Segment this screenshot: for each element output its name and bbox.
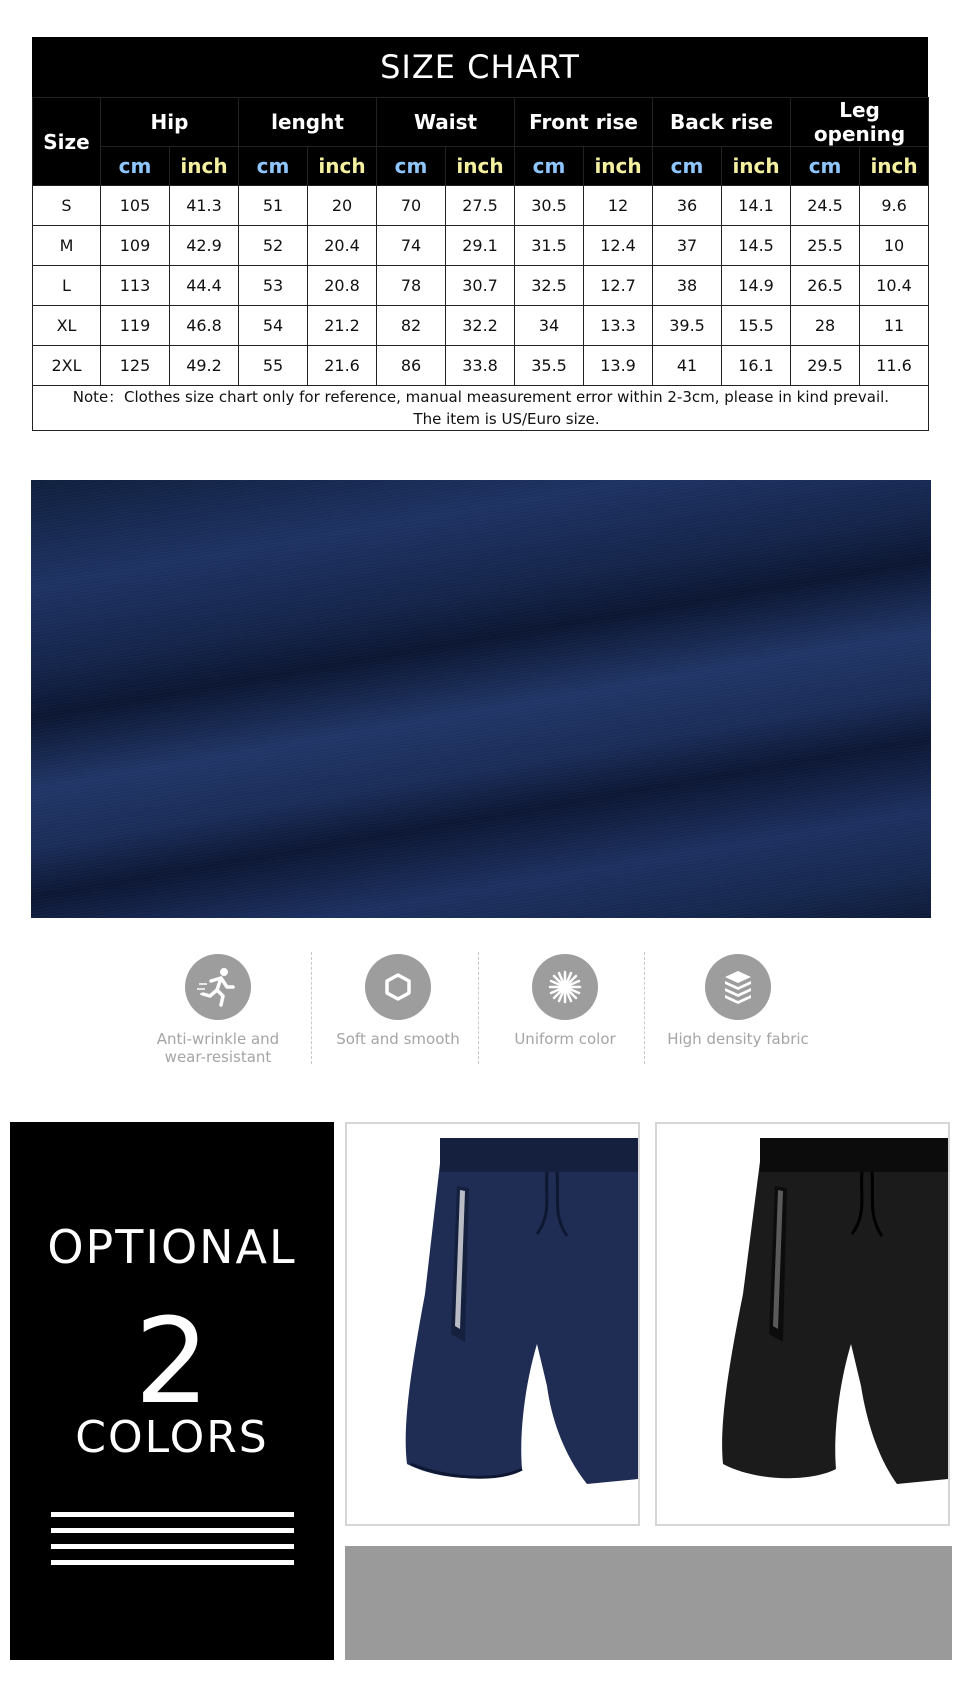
table-cell: 27.5 [446, 186, 515, 226]
table-cell: 41 [653, 346, 722, 386]
feature-uniform-color [495, 954, 635, 1048]
table-cell: 28 [791, 306, 860, 346]
size-cell: XL [33, 306, 101, 346]
feature-label-line2: wear-resistant [164, 1048, 272, 1066]
table-cell: 26.5 [791, 266, 860, 306]
divider [644, 952, 645, 1064]
table-cell: 74 [377, 226, 446, 266]
feature-label-line1: Anti-wrinkle and [156, 1030, 280, 1048]
unit-inch: inch [308, 147, 377, 186]
table-cell: 53 [239, 266, 308, 306]
table-cell: 34 [515, 306, 584, 346]
table-cell: 44.4 [170, 266, 239, 306]
table-cell: 29.5 [791, 346, 860, 386]
unit-cm: cm [101, 147, 170, 186]
product-black-shorts[interactable] [655, 1122, 950, 1526]
table-cell: 36 [653, 186, 722, 226]
unit-inch: inch [170, 147, 239, 186]
table-cell: 33.8 [446, 346, 515, 386]
table-cell: 21.2 [308, 306, 377, 346]
unit-cm: cm [515, 147, 584, 186]
table-cell: 70 [377, 186, 446, 226]
table-row [33, 306, 929, 346]
black-shorts-image [657, 1124, 948, 1524]
feature-label-line1: High density fabric [667, 1030, 809, 1048]
table-cell: 20.8 [308, 266, 377, 306]
stripe [51, 1560, 294, 1565]
feature-label-line1: Soft and smooth [336, 1030, 460, 1048]
table-cell: 12 [584, 186, 653, 226]
table-cell: 12.4 [584, 226, 653, 266]
size-note [33, 386, 929, 431]
table-cell: 49.2 [170, 346, 239, 386]
table-cell: 20.4 [308, 226, 377, 266]
size-cell: S [33, 186, 101, 226]
table-cell: 14.9 [722, 266, 791, 306]
table-cell: 25.5 [791, 226, 860, 266]
hip-header: Hip [101, 98, 239, 147]
table-cell: 125 [101, 346, 170, 386]
unit-inch: inch [860, 147, 929, 186]
stripe [51, 1544, 294, 1549]
note-line-2: The item is US/Euro size. [413, 410, 600, 428]
back-rise-header: Back rise [653, 98, 791, 147]
table-cell: 11 [860, 306, 929, 346]
table-cell: 51 [239, 186, 308, 226]
table-row [33, 266, 929, 306]
table-cell: 35.5 [515, 346, 584, 386]
unit-inch: inch [446, 147, 515, 186]
table-cell: 32.5 [515, 266, 584, 306]
table-cell: 10 [860, 226, 929, 266]
table-cell: 21.6 [308, 346, 377, 386]
unit-inch: inch [722, 147, 791, 186]
stripe [51, 1528, 294, 1533]
table-cell: 15.5 [722, 306, 791, 346]
table-cell: 86 [377, 346, 446, 386]
note-line-1: Clothes size chart only for reference, manual measurement error within 2-3cm, please in kind prevail. [124, 388, 890, 406]
optional-colors-banner [10, 1122, 334, 1660]
table-cell: 10.4 [860, 266, 929, 306]
table-cell: 82 [377, 306, 446, 346]
feature-anti-wrinkle [148, 954, 288, 1066]
table-cell: 39.5 [653, 306, 722, 346]
table-cell: 119 [101, 306, 170, 346]
table-cell: 30.7 [446, 266, 515, 306]
table-cell: 37 [653, 226, 722, 266]
table-cell: 14.1 [722, 186, 791, 226]
navy-shorts-image [347, 1124, 638, 1524]
product-navy-shorts[interactable] [345, 1122, 640, 1526]
size-column-header: Size [33, 98, 101, 186]
size-cell: 2XL [33, 346, 101, 386]
table-cell: 31.5 [515, 226, 584, 266]
table-cell: 105 [101, 186, 170, 226]
waist-header: Waist [377, 98, 515, 147]
table-cell: 109 [101, 226, 170, 266]
table-cell: 46.8 [170, 306, 239, 346]
table-row [33, 346, 929, 386]
stacked-layers-icon [705, 954, 771, 1020]
table-cell: 9.6 [860, 186, 929, 226]
table-row [33, 226, 929, 266]
table-cell: 24.5 [791, 186, 860, 226]
table-cell: 41.3 [170, 186, 239, 226]
note-label: Note： [72, 388, 124, 406]
table-cell: 42.9 [170, 226, 239, 266]
feature-label-line1: Uniform color [514, 1030, 616, 1048]
size-chart-title: SIZE CHART [32, 37, 928, 97]
table-cell: 29.1 [446, 226, 515, 266]
table-cell: 113 [101, 266, 170, 306]
table-cell: 20 [308, 186, 377, 226]
hexagon-icon [365, 954, 431, 1020]
table-cell: 14.5 [722, 226, 791, 266]
table-cell: 52 [239, 226, 308, 266]
feature-high-density [658, 954, 818, 1048]
table-cell: 13.9 [584, 346, 653, 386]
table-cell: 11.6 [860, 346, 929, 386]
running-person-icon [185, 954, 251, 1020]
size-table-body [33, 186, 929, 386]
table-cell: 32.2 [446, 306, 515, 346]
table-cell: 54 [239, 306, 308, 346]
size-table [32, 97, 929, 431]
unit-inch: inch [584, 147, 653, 186]
table-cell: 55 [239, 346, 308, 386]
table-cell: 12.7 [584, 266, 653, 306]
banner-number: 2 [134, 1292, 210, 1430]
unit-cm: cm [239, 147, 308, 186]
table-cell: 38 [653, 266, 722, 306]
divider [311, 952, 312, 1064]
table-cell: 13.3 [584, 306, 653, 346]
front-rise-header: Front rise [515, 98, 653, 147]
unit-cm: cm [377, 147, 446, 186]
leg-opening-header: Leg opening [791, 98, 929, 147]
fabric-texture-photo [31, 480, 931, 918]
length-header: lenght [239, 98, 377, 147]
starburst-icon [532, 954, 598, 1020]
feature-soft-smooth [328, 954, 468, 1048]
divider [478, 952, 479, 1064]
size-cell: L [33, 266, 101, 306]
table-cell: 78 [377, 266, 446, 306]
size-chart [32, 37, 928, 431]
table-cell: 16.1 [722, 346, 791, 386]
banner-optional-text: OPTIONAL [47, 1220, 297, 1274]
stripe [51, 1512, 294, 1517]
gray-bar [345, 1546, 952, 1660]
size-cell: M [33, 226, 101, 266]
table-row [33, 186, 929, 226]
banner-colors-text: COLORS [75, 1412, 269, 1463]
unit-cm: cm [791, 147, 860, 186]
unit-cm: cm [653, 147, 722, 186]
table-cell: 30.5 [515, 186, 584, 226]
